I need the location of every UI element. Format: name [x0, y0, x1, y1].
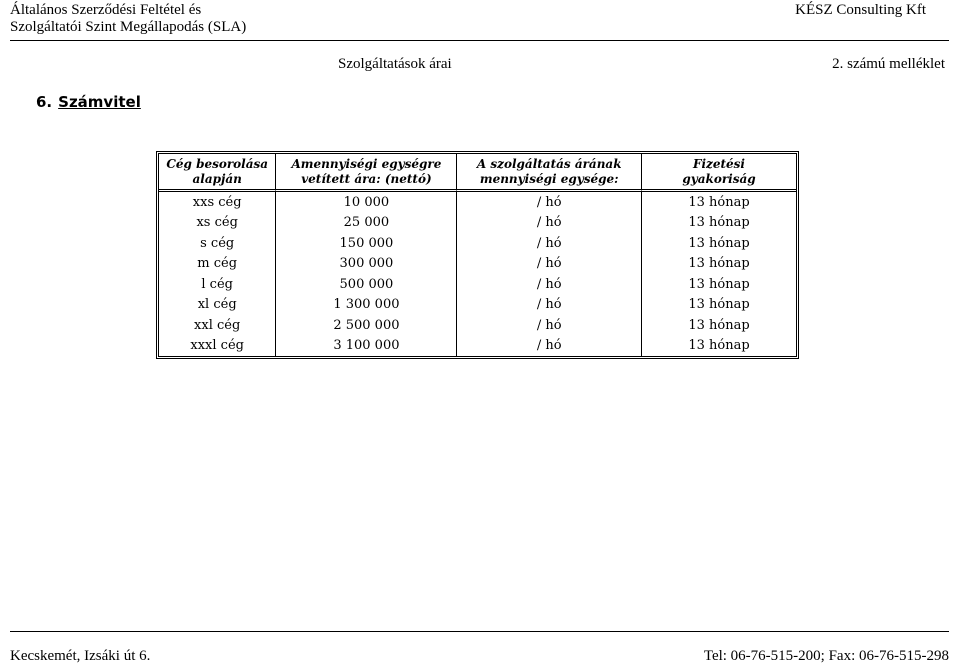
cell-frequency: 13 hónap — [688, 297, 750, 313]
document-header-title — [10, 2, 246, 36]
cell-price: 300 000 — [276, 254, 457, 275]
table-row — [159, 336, 796, 357]
cell-unit: / hó — [457, 274, 642, 295]
cell-category: xl cég — [159, 295, 276, 316]
cell-price: 150 000 — [276, 233, 457, 254]
table-row — [159, 315, 796, 336]
header-title-line-2: Szolgáltatói Szint Megállapodás (SLA) — [10, 19, 247, 35]
price-table — [156, 151, 799, 359]
cell-unit: / hó — [457, 192, 642, 213]
table-row — [159, 213, 796, 234]
cell-frequency: 13 hónap — [688, 235, 750, 251]
cell-price: 25 000 — [276, 213, 457, 234]
cell-unit: / hó — [457, 336, 642, 357]
cell-unit: / hó — [457, 254, 642, 275]
header-title-line-1: Általános Szerződési Feltétel és — [10, 2, 202, 18]
table-row — [159, 254, 796, 275]
cell-price: 2 500 000 — [276, 315, 457, 336]
cell-unit: / hó — [457, 315, 642, 336]
cell-frequency: 13 hónap — [688, 256, 750, 272]
cell-frequency: 13 hónap — [688, 215, 750, 231]
section-number: 6. — [36, 93, 53, 111]
cell-price: 500 000 — [276, 274, 457, 295]
table-row — [159, 192, 796, 213]
cell-category: xxl cég — [159, 315, 276, 336]
page-subtitle: Szolgáltatások árai — [338, 56, 452, 72]
table-row — [159, 233, 796, 254]
header-divider — [10, 40, 949, 41]
section-heading — [36, 93, 141, 111]
table-row — [159, 295, 796, 316]
cell-category: s cég — [159, 233, 276, 254]
footer-divider — [10, 631, 949, 632]
cell-price: 3 100 000 — [276, 336, 457, 357]
section-title: Számvitel — [58, 93, 141, 111]
cell-category: xxxl cég — [159, 336, 276, 357]
cell-category: m cég — [159, 254, 276, 275]
cell-frequency: 13 hónap — [688, 194, 750, 210]
cell-frequency: 13 hónap — [688, 276, 750, 292]
cell-frequency: 13 hónap — [688, 338, 750, 354]
cell-category: xxs cég — [159, 192, 276, 213]
company-name: KÉSZ Consulting Kft — [795, 2, 926, 18]
cell-price: 1 300 000 — [276, 295, 457, 316]
cell-unit: / hó — [457, 233, 642, 254]
column-header-frequency: Fizetési gyakoriság — [642, 154, 796, 192]
column-header-category: Cég besorolása alapján — [159, 154, 276, 192]
cell-frequency: 13 hónap — [688, 317, 750, 333]
annex-label: 2. számú melléklet — [832, 56, 945, 72]
column-header-unit: A szolgáltatás árának mennyiségi egysége: — [457, 154, 642, 192]
column-header-unit-price: Amennyiségi egységre vetített ára: (nettó) — [276, 154, 457, 192]
cell-price: 10 000 — [276, 192, 457, 213]
table-row — [159, 274, 796, 295]
footer-contact: Tel: 06-76-515-200; Fax: 06-76-515-298 — [703, 648, 949, 664]
cell-unit: / hó — [457, 213, 642, 234]
cell-category: l cég — [159, 274, 276, 295]
cell-unit: / hó — [457, 295, 642, 316]
table-header-row — [159, 154, 796, 192]
footer-address: Kecskemét, Izsáki út 6. — [10, 648, 151, 664]
cell-category: xs cég — [159, 213, 276, 234]
